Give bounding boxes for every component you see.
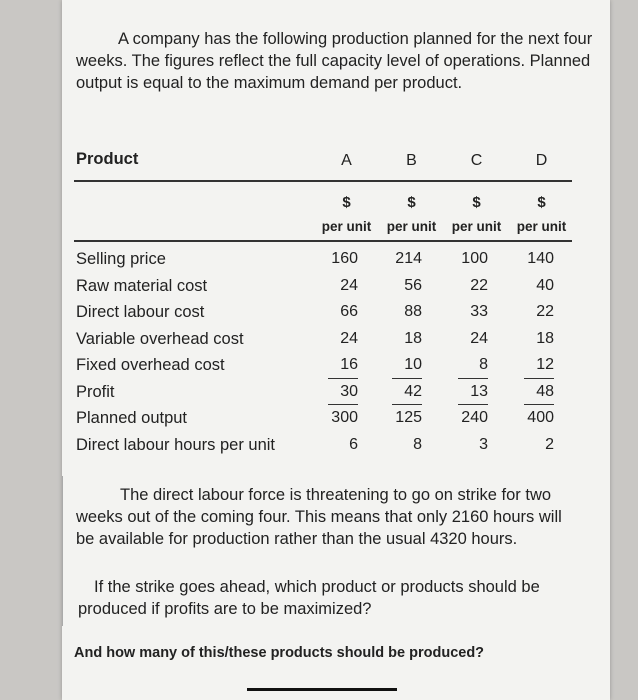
currency-a: $ <box>342 194 351 211</box>
table-cell: 240 <box>461 409 488 426</box>
table-cell: 10 <box>372 352 422 379</box>
table-cell: 24 <box>340 329 358 347</box>
units-rule <box>74 240 572 242</box>
strike-paragraph: The direct labour force is threatening to go on strike for two weeks out of the coming four. This means that only 2160 hours will be available for production rather than the usual 4320 hours. <box>76 486 562 548</box>
row-label: Direct labour cost <box>76 303 205 321</box>
unit-a: per unit <box>321 219 372 234</box>
unit-row <box>314 219 574 234</box>
column-header-d: D <box>535 152 548 169</box>
column-values-c <box>438 246 488 458</box>
table-cell: 18 <box>404 329 422 347</box>
table-cell: 18 <box>536 329 554 347</box>
currency-d: $ <box>537 194 546 211</box>
column-values-b <box>372 246 422 458</box>
unit-b: per unit <box>386 219 437 234</box>
header-rule <box>74 180 572 182</box>
table-cell: 12 <box>504 352 554 379</box>
final-question: And how many of this/these products should be produced? <box>74 645 485 661</box>
table-cell: 88 <box>404 303 422 320</box>
currency-b: $ <box>407 194 416 211</box>
unit-d: per unit <box>516 219 567 234</box>
table-cell: 100 <box>461 250 488 267</box>
table-cell: 24 <box>340 276 358 294</box>
table-cell: 40 <box>536 276 554 294</box>
table-cell: 300 <box>331 409 358 426</box>
table-cell: 42 <box>372 379 422 406</box>
table-cell: 6 <box>349 435 358 453</box>
row-labels <box>76 246 275 458</box>
table-cell: 13 <box>438 379 488 406</box>
column-header-b: B <box>406 152 417 169</box>
table-cell: 160 <box>331 250 358 267</box>
unit-c: per unit <box>451 219 502 234</box>
table-cell: 8 <box>438 352 488 379</box>
question-paragraph: If the strike goes ahead, which product or products should be produced if profits are to be maximized? <box>78 578 540 618</box>
table-cell: 125 <box>395 409 422 426</box>
table-cell: 16 <box>308 352 358 379</box>
row-label: Fixed overhead cost <box>76 356 225 374</box>
row-label: Direct labour hours per unit <box>76 435 276 454</box>
table-cell: 33 <box>470 303 488 320</box>
column-headers <box>314 152 574 170</box>
table-cell: 56 <box>404 276 422 294</box>
product-header: Product <box>76 150 139 168</box>
intro-paragraph: A company has the following production planned for the next four weeks. The figures reflect the full capacity level of operations. Planned output is equal to the maximum demand per product. <box>76 30 593 92</box>
column-header-c: C <box>470 152 483 169</box>
column-values-d <box>504 246 554 458</box>
table-cell: 22 <box>470 276 488 294</box>
currency-row <box>314 194 574 211</box>
column-header-a: A <box>341 152 352 169</box>
column-values-a <box>308 246 358 458</box>
table-cell: 30 <box>308 379 358 406</box>
currency-c: $ <box>472 194 481 211</box>
table-cell: 140 <box>527 250 554 267</box>
table-cell: 66 <box>340 303 358 320</box>
table-cell: 400 <box>527 409 554 426</box>
answer-line <box>247 688 397 691</box>
table-cell: 8 <box>413 435 422 453</box>
table-cell: 214 <box>395 250 422 267</box>
table-cell: 2 <box>545 435 554 453</box>
table-cell: 22 <box>536 303 554 320</box>
table-cell: 3 <box>479 435 488 453</box>
row-label: Planned output <box>76 409 188 427</box>
row-label: Raw material cost <box>76 276 208 295</box>
table-cell: 24 <box>470 329 488 347</box>
question-sheet <box>62 0 610 700</box>
row-label: Selling price <box>76 250 166 268</box>
row-label: Variable overhead cost <box>76 329 244 348</box>
row-label: Profit <box>76 382 115 401</box>
table-cell: 48 <box>504 379 554 406</box>
